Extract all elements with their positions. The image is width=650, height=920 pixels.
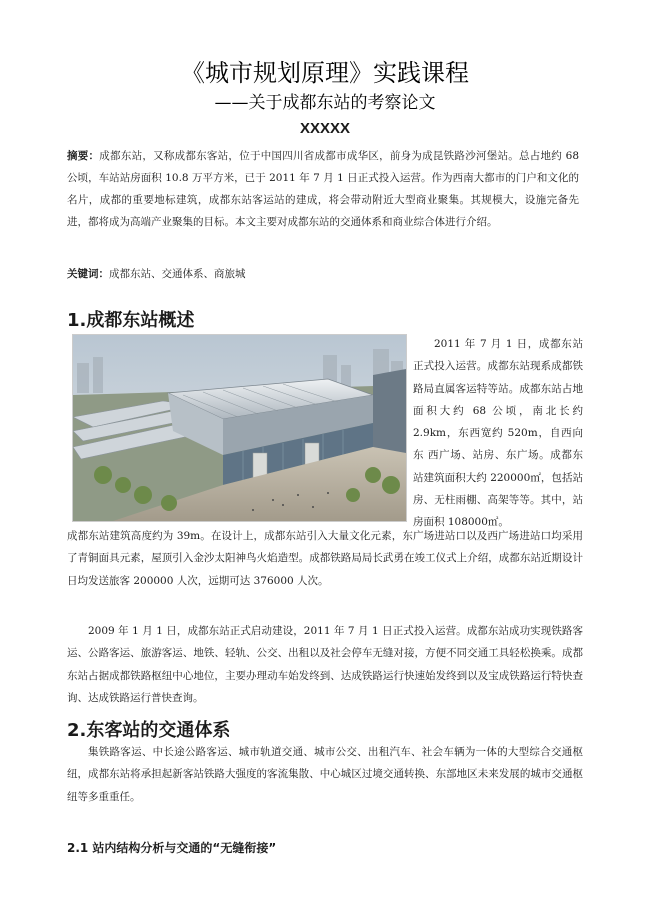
section-2-1-heading: 2.1 站内结构分析与交通的“无缝衔接”	[67, 841, 277, 855]
section-1-intro-text: 2011 年 7 月 1 日，成都东站正式投入运营。成都东站现系成都铁路局直属客运特等站。成都东站占地面积大约 68 公顷，南北长约 2.9km，东西宽约 520m，自西向东 西广场、站房、东广场。成都东站建筑面积大约 220000㎡，包括站房、无柱雨棚、高架等等。其中，站房面积 108000㎡。	[413, 338, 583, 529]
keywords-label: 关键词：	[67, 268, 109, 280]
station-rendering-image	[72, 334, 407, 522]
author-name: XXXXX	[299, 120, 351, 137]
section-1-paragraph-2: 2009 年 1 月 1 日，成都东站正式启动建设，2011 年 7 月 1 日正式投入运营。成都东站成功实现铁路客运、公路客运、旅游客运、地铁、轻轨、公交、出租以及社会停车无缝对接，方便不同交通工具轻松换乘。成都东站占据成都铁路枢纽中心地位，主要办理动车始发终到、达成铁路运行快速始发终到以及宝成铁路运行特快查询、达成铁路运行普快查询。	[67, 625, 583, 704]
abstract-text: 成都东站，又称成都东客站，位于中国四川省成都市成华区，前身为成昆铁路沙河堡站。总占地约 68 公顷，车站站房面积 10.8 万平方米，已于 2011 年 7 月 1 日正式投入运营。作为西南大都市的门户和文化的名片，成都的重要地标建筑，成都东站客运站的建成，将会带动附近大型商业聚集。其规模大，设施完备先进，都将成为高端产业聚集的目标。本文主要对成都东站的交通体系和商业综合体进行介绍。	[67, 150, 580, 228]
keywords-text: 成都东站、交通体系、商旅城	[109, 268, 246, 280]
section-2-heading: 2.东客站的交通体系	[67, 720, 231, 741]
abstract	[67, 145, 579, 233]
section-1-heading: 1.成都东站概述	[67, 310, 195, 331]
abstract-label: 摘要：	[67, 150, 100, 162]
section-2-paragraph: 集铁路客运、中长途公路客运、城市轨道交通、城市公交、出租汽车、社会车辆为一体的大型综合交通枢纽，成都东站将承担起新客站铁路大强度的客流集散、中心城区过境交通转换、东部地区未来发展的城市交通枢纽等多重重任。	[67, 746, 583, 803]
document-title: 《城市规划原理》实践课程	[181, 59, 469, 87]
section-1-paragraph-1-continued: 成都东站建筑高度约为 39m。在设计上，成都东站引入大量文化元素，东广场进站口以及西广场进站口均采用了青铜面具元素，屋顶引入金沙太阳神鸟火焰造型。成都铁路局局长武勇在竣工仪式上介绍，成都东站近期设计日均发送旅客 200000 人次，远期可达 376000 人次。	[67, 530, 583, 587]
keywords	[67, 263, 579, 285]
document-subtitle: ——关于成都东站的考察论文	[214, 93, 436, 113]
station-rendering-illustration	[73, 335, 406, 521]
